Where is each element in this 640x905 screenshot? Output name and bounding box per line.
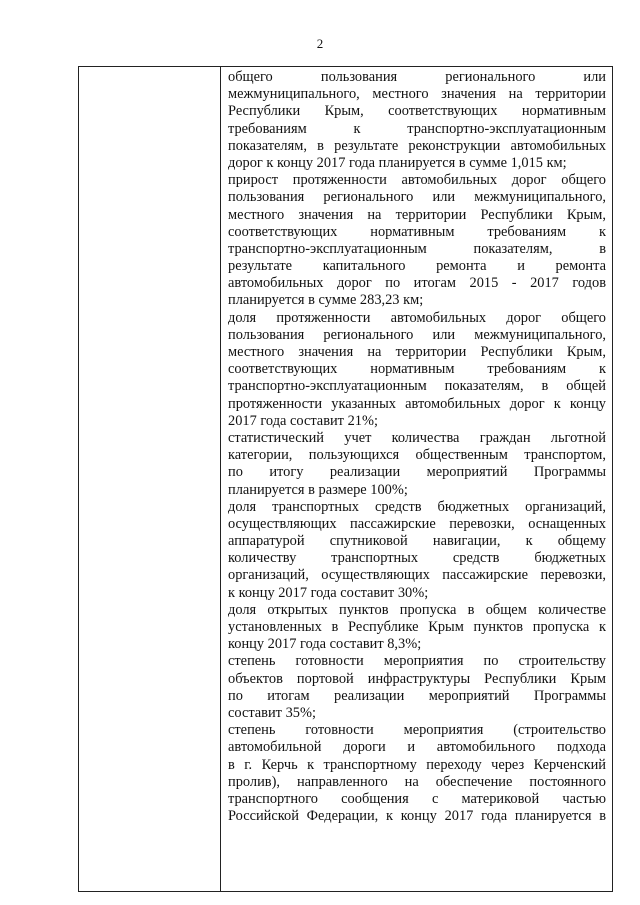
text-line: по итогу реализации мероприятий Программы [228, 464, 606, 481]
text-line: степень готовности мероприятия (строительство [228, 722, 606, 739]
text-line: составит 35%; [228, 704, 316, 721]
text-line: транспортного сообщения с материковой частью [228, 790, 606, 807]
cell-text-block [221, 67, 612, 825]
text-line: пользования регионального или межмуниципального, [228, 189, 606, 206]
text-line: категории, пользующихся общественным транспортом, [228, 447, 606, 464]
text-line: в г. Керчь к транспортному переходу через Керченский [228, 756, 606, 773]
text-line: транспортно-эксплуатационным показателям, в [228, 240, 606, 257]
page-number: 2 [316, 36, 324, 51]
text-line: аппаратурой спутниковой навигации, к общему [228, 533, 606, 550]
text-line: дорог к концу 2017 года планируется в сумме 1,015 км; [228, 154, 567, 171]
text-line: межмуниципального, местного значения на территории [228, 86, 606, 103]
text-line: к концу 2017 года составит 30%; [228, 584, 429, 601]
text-line: степень готовности мероприятия по строительству [228, 653, 606, 670]
table-row [79, 67, 613, 892]
text-line: автомобильных дорог по итогам 2015 - 2017 годов [228, 275, 606, 292]
text-line: Республики Крым, соответствующих нормативным [228, 103, 606, 120]
text-line: требованиям к транспортно-эксплуатационным [228, 120, 606, 137]
text-line: прирост протяженности автомобильных дорог общего [228, 172, 606, 189]
text-line: доля открытых пунктов пропуска в общем количестве [228, 601, 606, 618]
text-line: пользования регионального или межмуниципального, [228, 326, 606, 343]
document-table [78, 66, 613, 892]
text-line: количеству транспортных средств бюджетных [228, 550, 606, 567]
text-line: общего пользования регионального или [228, 69, 606, 85]
text-line: соответствующих нормативным требованиям к [228, 361, 606, 378]
text-line: автомобильной дороги и автомобильного подхода [228, 739, 606, 756]
text-line: по итогам реализации мероприятий Программы [228, 687, 606, 704]
text-line: концу 2017 года составит 8,3%; [228, 636, 422, 653]
text-line: доля протяженности автомобильных дорог общего [228, 309, 606, 326]
text-line: соответствующих нормативным требованиям к [228, 223, 606, 240]
text-line: установленных в Республике Крым пунктов пропуска к [228, 619, 606, 635]
text-line: показателям, в результате реконструкции автомобильных [228, 137, 606, 154]
text-line: осуществляющих пассажирские перевозки, оснащенных [228, 515, 606, 532]
text-line: местного значения на территории Республики Крым, [228, 206, 606, 223]
text-line: статистический учет количества граждан льготной [228, 429, 606, 446]
text-line: протяженности указанных автомобильных дорог к концу [228, 395, 606, 412]
text-line: 2017 года составит 21%; [228, 412, 378, 429]
text-line: доля транспортных средств бюджетных организаций, [228, 498, 606, 515]
text-line: транспортно-эксплуатационным показателям, в общей [228, 378, 606, 395]
text-line: Российской Федерации, к концу 2017 года планируется в [228, 808, 606, 825]
text-line: пролив), направленного на обеспечение постоянного [228, 773, 606, 790]
left-cell [79, 67, 221, 892]
text-line: организаций, осуществляющих пассажирские перевозки, [228, 567, 606, 584]
text-line: результате капитального ремонта и ремонта [228, 258, 606, 275]
right-cell [221, 67, 613, 892]
text-line: планируется в сумме 283,23 км; [228, 292, 424, 309]
text-line: планируется в размере 100%; [228, 481, 408, 498]
text-line: объектов портовой инфраструктуры Республики Крым [228, 670, 606, 687]
text-line: местного значения на территории Республики Крым, [228, 344, 606, 360]
